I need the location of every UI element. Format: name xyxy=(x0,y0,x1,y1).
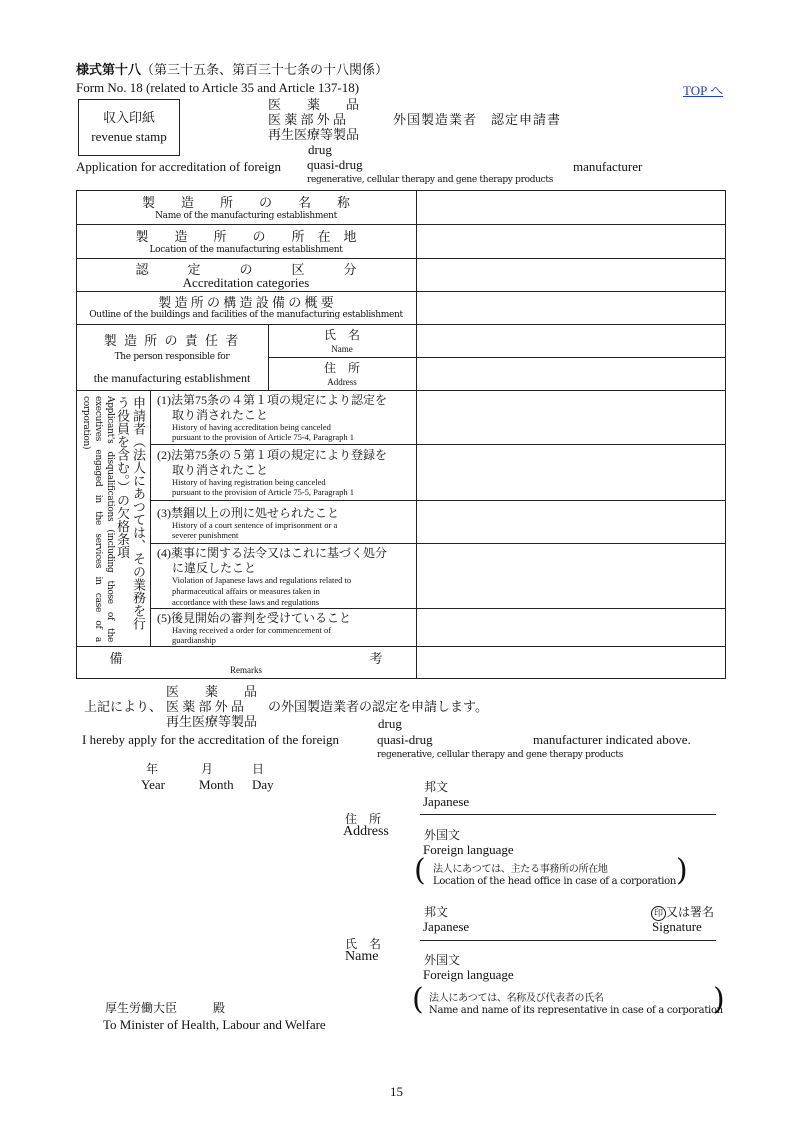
accreditation-category-label-en: Accreditation categories xyxy=(182,275,310,290)
page-number: 15 xyxy=(390,1084,403,1099)
form-title-jp: 様式第十八 xyxy=(76,63,142,78)
disq-item-4-en-3: accordance with these laws and regulations xyxy=(172,597,320,607)
top-link[interactable]: TOP へ xyxy=(683,83,724,98)
seal-icon: 印 xyxy=(651,906,666,921)
responsible-person-label-en-1: The person responsible for xyxy=(114,352,230,362)
product-type-quasi-jp: 医 薬 部 外 品 xyxy=(268,112,347,127)
remarks-field[interactable] xyxy=(420,649,722,676)
decl-suffix-en: manufacturer indicated above. xyxy=(533,732,691,747)
product-type-quasi-en: quasi-drug xyxy=(307,157,363,172)
disq-item-4-en-2: pharmaceutical affairs or measures taken in xyxy=(172,586,320,596)
address-foreign-jp: 外国文 xyxy=(424,828,461,842)
responsible-name-field[interactable] xyxy=(420,327,722,354)
disqualifications-label-jp: 申請者（法人にあつては、その業務を行う役員を含む。）の欠格条項 xyxy=(115,396,146,630)
address-note-close-paren: ) xyxy=(676,853,688,888)
address-japanese-line xyxy=(420,814,716,815)
form-related-jp: （第三十五条、第百三十七条の十八関係） xyxy=(141,62,389,77)
name-foreign-en: Foreign language xyxy=(423,967,514,982)
address-label-jp: 住 所 xyxy=(345,812,382,826)
date-year-jp: 年 xyxy=(146,762,159,776)
decl-type-quasi-jp: 医 薬 部 外 品 xyxy=(166,699,245,714)
name-foreign-jp: 外国文 xyxy=(424,953,461,967)
date-year-en: Year xyxy=(141,777,165,792)
date-month-jp: 月 xyxy=(201,762,214,776)
name-note-en: Name and name of its representative in case of a corporation xyxy=(429,1005,723,1016)
disq-item-5-field[interactable] xyxy=(420,611,722,643)
accreditation-category-field[interactable] xyxy=(420,261,722,288)
establishment-location-field[interactable] xyxy=(420,227,722,255)
responsible-address-field[interactable] xyxy=(420,360,722,387)
address-note-open-paren: ( xyxy=(414,853,426,888)
name-note-open-paren: ( xyxy=(412,982,424,1017)
remarks-label-en: Remarks xyxy=(230,665,262,675)
responsible-name-label-en: Name xyxy=(331,344,353,354)
responsible-address-label-jp: 住 所 xyxy=(323,361,360,375)
responsible-person-label-jp: 製 造 所 の 責 任 者 xyxy=(103,333,241,348)
establishment-name-label-en: Name of the manufacturing establishment xyxy=(155,211,337,221)
revenue-stamp-label-en: revenue stamp xyxy=(91,129,167,144)
accreditation-category-label-jp: 認 定 の 区 分 xyxy=(135,262,357,277)
disq-item-2-jp-1: (2)法第75条の５第１項の規定により登録を xyxy=(157,448,387,462)
address-japanese-jp: 邦文 xyxy=(424,780,449,794)
disq-item-2-jp-2: 取り消されたこと xyxy=(172,463,269,477)
product-type-drug-en: drug xyxy=(308,142,332,157)
disq-item-5-jp-1: (5)後見開始の審判を受けていること xyxy=(157,611,351,625)
product-type-drug-jp: 医 薬 品 xyxy=(268,97,360,112)
disq-item-4-jp-2: に違反したこと xyxy=(172,561,257,575)
address-foreign-en: Foreign language xyxy=(423,842,514,857)
remarks-label-jp: 備 考 xyxy=(109,651,383,666)
establishment-name-label-jp: 製 造 所 の 名 称 xyxy=(141,195,350,210)
disq-item-2-en-1: History of having registration being canceled xyxy=(172,477,326,487)
disq-item-4-jp-1: (4)薬事に関する法令又はこれに基づく処分 xyxy=(157,546,387,560)
address-note-en: Location of the head office in case of a corporation xyxy=(433,876,677,887)
facilities-outline-label-jp: 製 造 所 の 構 造 設 備 の 概 要 xyxy=(158,295,334,310)
name-japanese-jp: 邦文 xyxy=(424,905,449,919)
disqualifications-label-en: Applicant's disqualifications (including those of the executives engaged in the services in case of a corporation) xyxy=(81,396,115,642)
date-day-jp: 日 xyxy=(252,762,265,776)
decl-type-regen-jp: 再生医療等製品 xyxy=(166,714,258,729)
disq-item-4-en-1: Violation of Japanese laws and regulations related to xyxy=(172,575,352,585)
signature-label-en: Signature xyxy=(652,919,702,934)
decl-type-drug-jp: 医 薬 品 xyxy=(166,684,258,699)
name-label-jp: 氏 名 xyxy=(345,937,382,951)
disq-item-1-en-1: History of having accreditation being canceled xyxy=(172,422,331,432)
decl-type-regen-en: regenerative, cellular therapy and gene therapy products xyxy=(377,750,624,760)
disq-item-3-en-1: History of a court sentence of imprisonment or a xyxy=(172,520,338,530)
application-title-jp: 外国製造業者 認定申請書 xyxy=(393,112,562,127)
establishment-location-label-en: Location of the manufacturing establishment xyxy=(149,245,343,255)
addressee-en: To Minister of Health, Labour and Welfare xyxy=(103,1017,326,1032)
disq-item-1-en-2: pursuant to the provision of Article 75-4, Paragraph 1 xyxy=(172,432,355,442)
addressee-jp: 厚生労働大臣 殿 xyxy=(105,1001,226,1015)
decl-type-drug-en: drug xyxy=(378,716,402,731)
establishment-location-label-jp: 製 造 所 の 所 在 地 xyxy=(135,229,357,244)
sign-label-jp: 又は署名 xyxy=(666,905,715,919)
disq-item-3-jp-1: (3)禁錮以上の刑に処せられたこと xyxy=(157,506,339,520)
disq-item-4-field[interactable] xyxy=(420,546,722,605)
decl-suffix-jp: の外国製造業者の認定を申請します。 xyxy=(268,699,488,714)
address-note-jp: 法人にあつては、主たる事務所の所在地 xyxy=(433,864,608,875)
name-note-close-paren: ) xyxy=(713,982,725,1017)
establishment-name-field[interactable] xyxy=(420,193,722,221)
facilities-outline-label-en: Outline of the buildings and facilities of the manufacturing establishment xyxy=(89,310,403,320)
decl-prefix-jp: 上記により、 xyxy=(84,699,163,714)
form-title-en: Form No. 18 (related to Article 35 and Article 137-18) xyxy=(76,80,360,95)
name-japanese-en: Japanese xyxy=(423,919,470,934)
address-label-en: Address xyxy=(343,824,389,839)
responsible-name-label-jp: 氏 名 xyxy=(323,328,360,342)
disq-item-5-en-1: Having received a order for commencement of xyxy=(172,625,332,635)
responsible-person-label-en-2: the manufacturing establishment xyxy=(93,371,251,385)
name-japanese-line xyxy=(420,940,716,941)
name-note-jp: 法人にあつては、名称及び代表者の氏名 xyxy=(429,993,604,1004)
decl-prefix-en: I hereby apply for the accreditation of the foreign xyxy=(82,732,339,747)
disq-item-1-jp-2: 取り消されたこと xyxy=(172,408,269,422)
revenue-stamp-label-jp: 収入印紙 xyxy=(102,110,155,125)
disq-item-5-en-2: guardianship xyxy=(172,635,216,645)
form-header xyxy=(76,59,388,78)
address-japanese-en: Japanese xyxy=(423,794,470,809)
disq-item-1-field[interactable] xyxy=(420,393,722,441)
application-title-prefix-en: Application for accreditation of foreign xyxy=(76,159,282,174)
name-label-en: Name xyxy=(345,949,379,964)
responsible-address-label-en: Address xyxy=(327,377,357,387)
application-title-suffix-en: manufacturer xyxy=(573,159,643,174)
facilities-outline-field[interactable] xyxy=(420,294,722,321)
disq-item-3-field[interactable] xyxy=(420,503,722,540)
date-month-en: Month xyxy=(199,777,234,792)
product-type-regen-jp: 再生医療等製品 xyxy=(268,127,360,142)
product-type-regen-en: regenerative, cellular therapy and gene therapy products xyxy=(307,175,554,185)
disq-item-3-en-2: severer punishment xyxy=(172,530,239,540)
disq-item-2-field[interactable] xyxy=(420,447,722,497)
disq-item-2-en-2: pursuant to the provision of Article 75-5, Paragraph 1 xyxy=(172,487,355,497)
date-day-en: Day xyxy=(252,777,274,792)
decl-type-quasi-en: quasi-drug xyxy=(377,732,433,747)
disq-item-1-jp-1: (1)法第75条の４第１項の規定により認定を xyxy=(157,393,387,407)
